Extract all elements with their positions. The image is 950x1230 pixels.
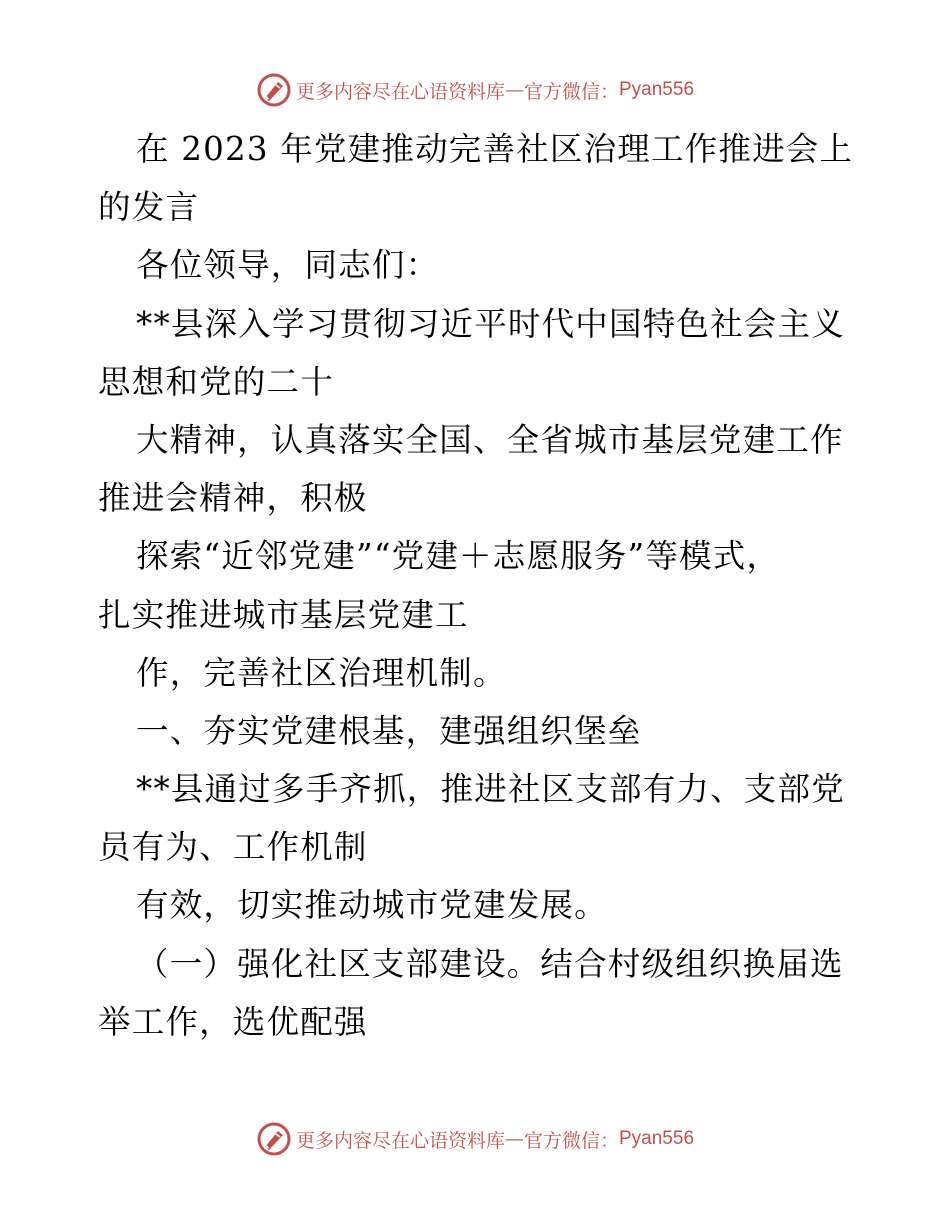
doc-section-heading: 一、夯实党建根基，建强组织堡垒	[136, 711, 642, 750]
doc-text-line: 有效，切实推动城市党建发展。	[136, 886, 608, 925]
banner-wechat-account: Pyan556	[619, 1128, 695, 1149]
doc-title-line-1: 在 2023 年党建推动完善社区治理工作推进会上	[136, 130, 854, 168]
doc-salutation: 各位领导，同志们：	[136, 246, 440, 285]
banner-separator: —	[504, 79, 524, 101]
header-banner[interactable]	[0, 70, 950, 110]
doc-text-line: **县通过多手齐抓，推进社区支部有力、支部党	[136, 770, 845, 809]
banner-wechat-account: Pyan556	[619, 79, 695, 100]
doc-text-line: 作，完善社区治理机制。	[136, 653, 507, 692]
pen-nib-logo-icon	[256, 72, 292, 108]
banner-wechat-label: 官方微信：	[523, 1129, 619, 1152]
doc-text-line: 大精神，认真落实全国、全省城市基层党建工作	[136, 420, 844, 459]
doc-text-line: 员有为、工作机制	[98, 828, 368, 867]
document-body	[98, 120, 858, 1051]
doc-text-line: 推进会精神，积极	[98, 479, 368, 518]
doc-text-line: 举工作，选优配强	[98, 1002, 368, 1041]
pen-nib-logo-icon	[256, 1121, 292, 1157]
doc-text-line: 思想和党的二十	[98, 362, 334, 401]
banner-site-text: 更多内容尽在心语资料库	[295, 1129, 505, 1152]
banner-site-text: 更多内容尽在心语资料库	[295, 80, 505, 103]
doc-text-line: **县深入学习贯彻习近平时代中国特色社会主义	[136, 304, 845, 343]
banner-separator: —	[504, 1128, 524, 1150]
doc-text-line: 扎实推进城市基层党建工	[98, 595, 469, 634]
doc-subsection-line: （一）强化社区支部建设。结合村级组织换届选	[136, 944, 844, 983]
banner-wechat-label: 官方微信：	[523, 80, 619, 103]
doc-text-line: 探索“近邻党建”“党建＋志愿服务”等模式，	[136, 537, 781, 576]
footer-banner[interactable]	[0, 1119, 950, 1159]
doc-title-line-2: 的发言	[98, 188, 200, 227]
